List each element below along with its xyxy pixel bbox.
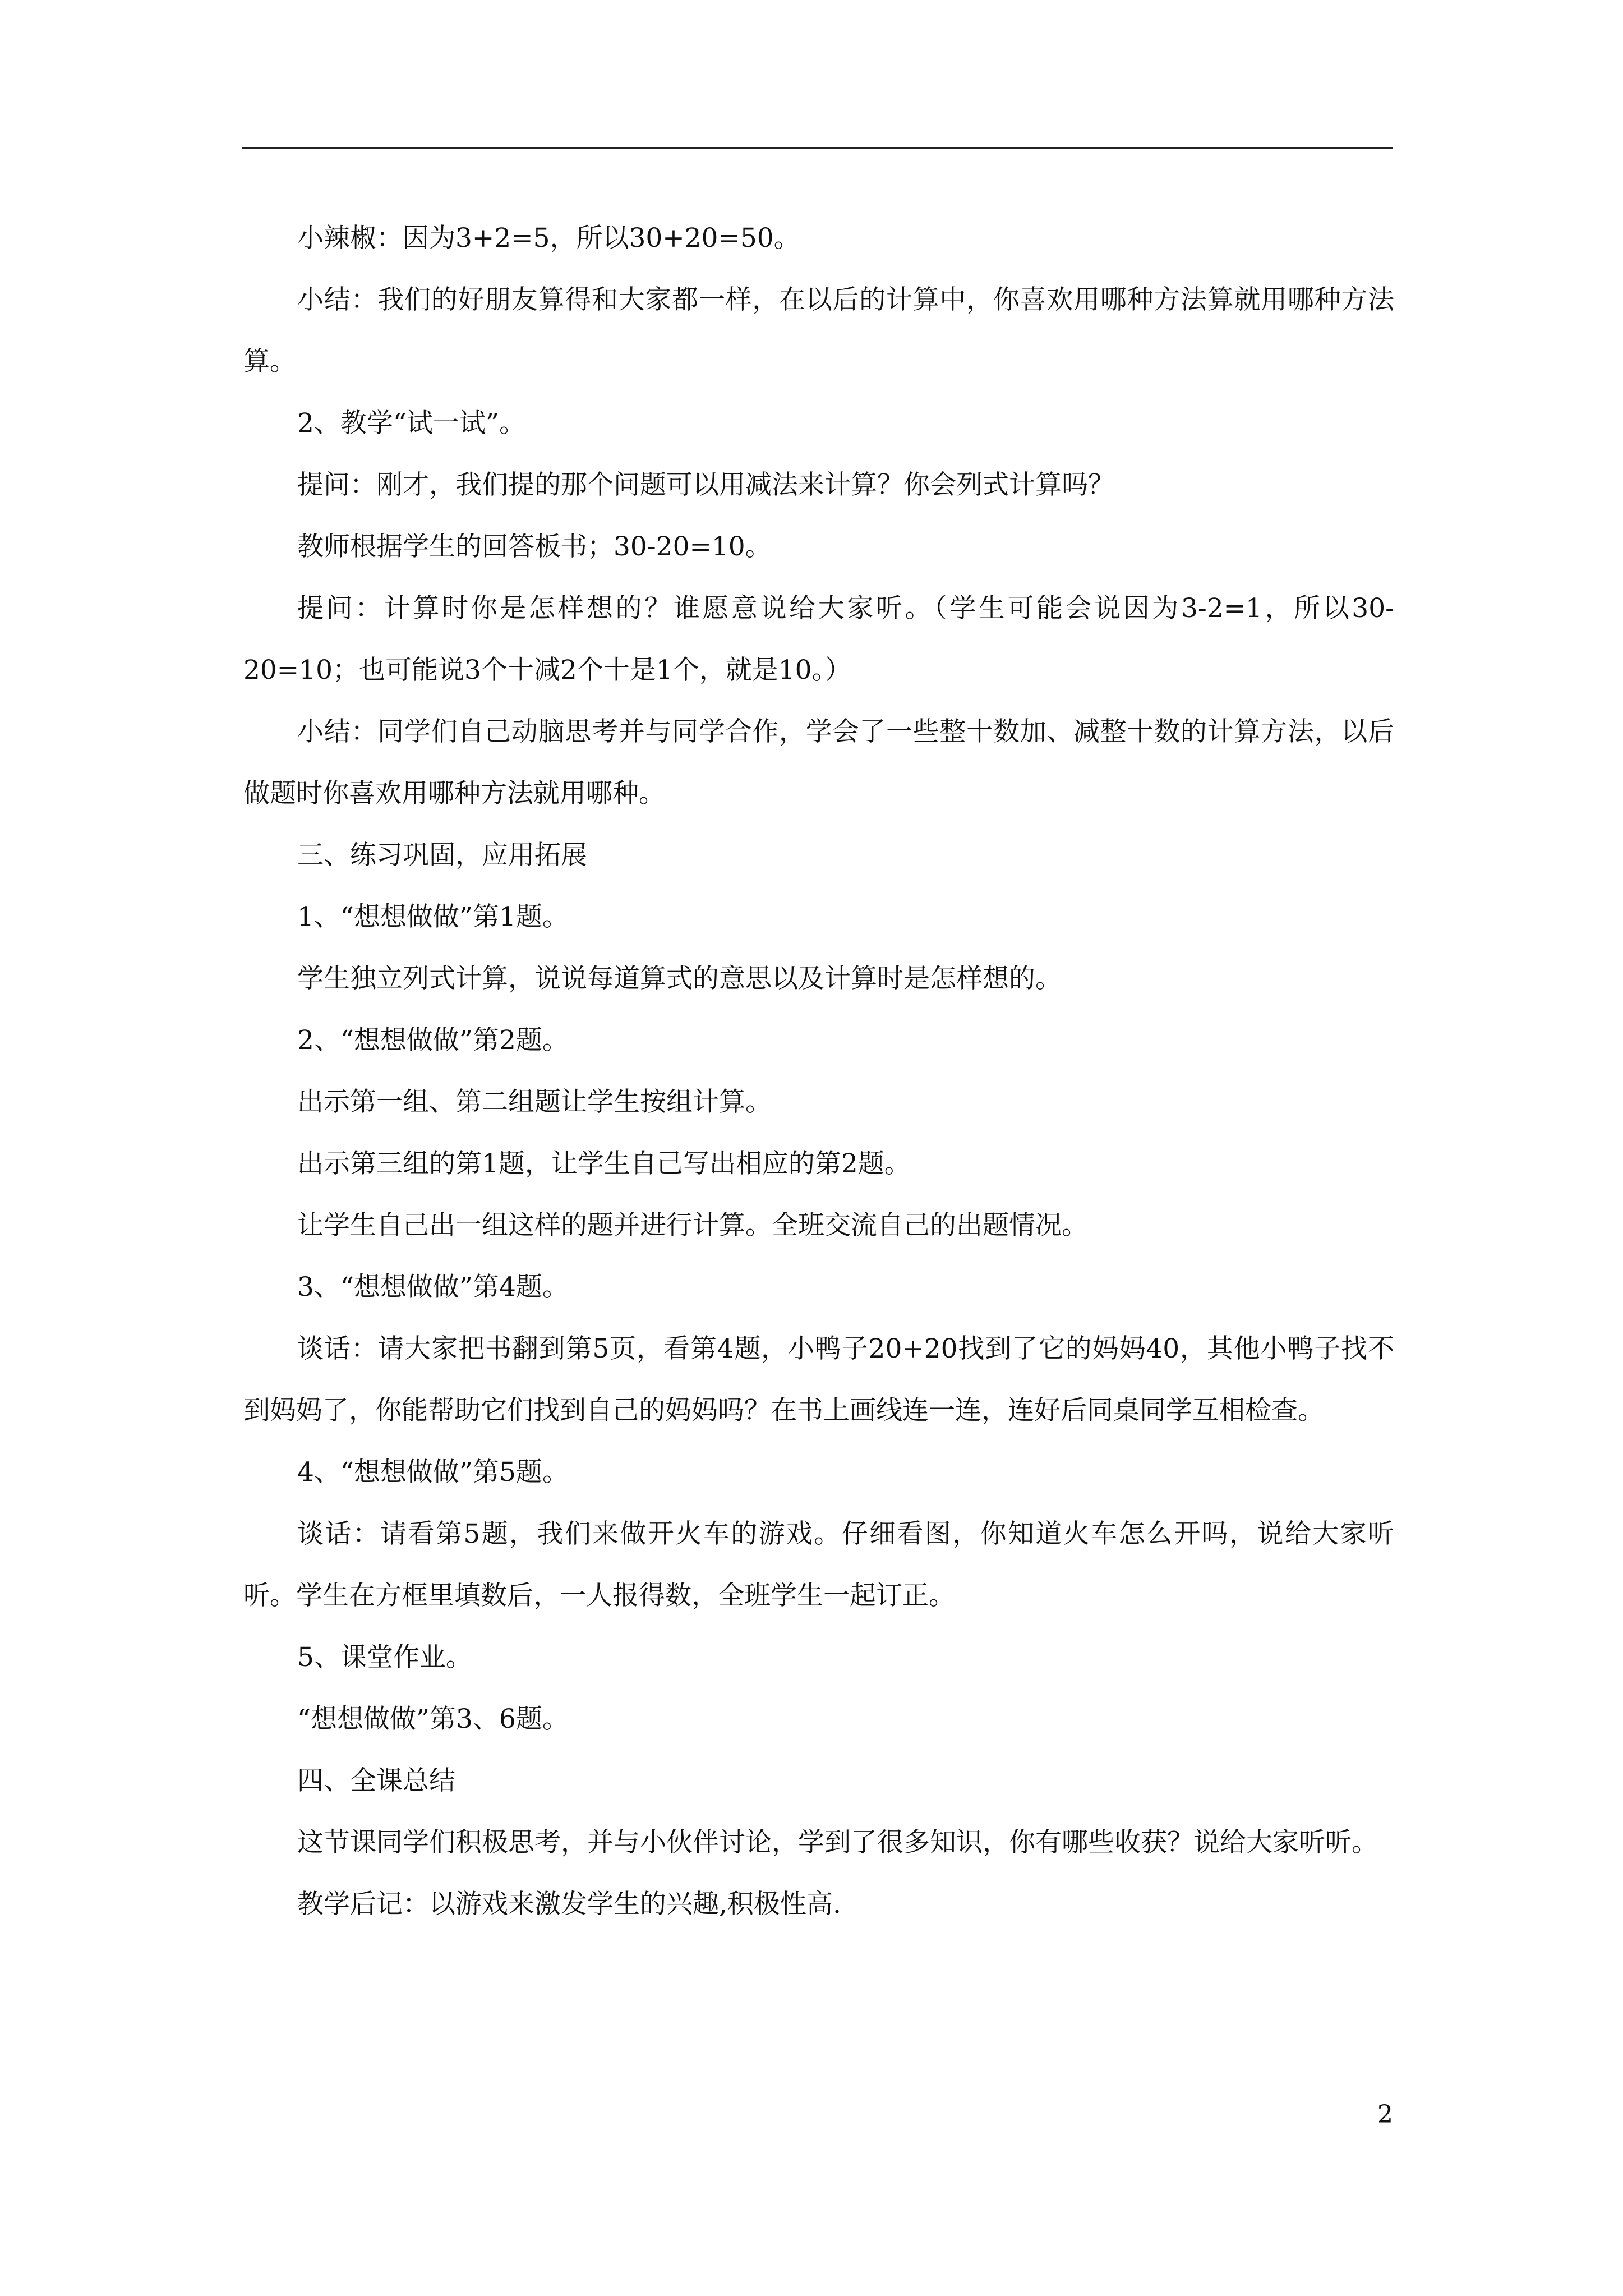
paragraph: 小结：同学们自己动脑思考并与同学合作，学会了一些整十数加、减整十数的计算方法，以后做题时你喜欢用哪种方法就用哪种。 <box>243 716 1394 809</box>
paragraph: 提问：刚才，我们提的那个问题可以用减法来计算？你会列式计算吗？ <box>297 470 1114 500</box>
paragraph: 谈话：请大家把书翻到第5页，看第4题，小鸭子20+20找到了它的妈妈40，其他小鸭子找不到妈妈了，你能帮助它们找到自己的妈妈吗？在书上画线连一连，连好后同桌同学互相检查。 <box>243 1333 1394 1426</box>
paragraph: 谈话：请看第5题，我们来做开火车的游戏。仔细看图，你知道火车怎么开吗，说给大家听听。学生在方框里填数后，一人报得数，全班学生一起订正。 <box>243 1519 1394 1611</box>
section-heading: 四、全课总结 <box>297 1765 455 1796</box>
paragraph: 小辣椒：因为3+2=5，所以30+20=50。 <box>297 223 800 254</box>
paragraph: 3、“想想做做”第4题。 <box>297 1272 569 1303</box>
section-heading: 三、练习巩固，应用拓展 <box>297 840 587 871</box>
header-rule <box>242 147 1393 149</box>
paragraph: 出示第三组的第1题，让学生自己写出相应的第2题。 <box>297 1148 911 1179</box>
paragraph: 2、教学“试一试”。 <box>297 408 525 439</box>
paragraph: 5、课堂作业。 <box>297 1642 472 1673</box>
page-number: 2 <box>1377 2100 1393 2129</box>
paragraph: 学生独立列式计算，说说每道算式的意思以及计算时是怎样想的。 <box>297 963 1062 994</box>
paragraph: 提问：计算时你是怎样想的？谁愿意说给大家听。（学生可能会说因为3-2=1，所以30-20=10；也可能说3个十减2个十是1个，就是10。） <box>243 593 1394 685</box>
paragraph: 1、“想想做做”第1题。 <box>297 901 569 932</box>
paragraph: 让学生自己出一组这样的题并进行计算。全班交流自己的出题情况。 <box>297 1210 1088 1241</box>
paragraph: “想想做做”第3、6题。 <box>297 1704 569 1734</box>
paragraph: 教学后记：以游戏来激发学生的兴趣,积极性高. <box>297 1889 841 1920</box>
paragraph: 出示第一组、第二组题让学生按组计算。 <box>297 1087 772 1117</box>
paragraph: 2、“想想做做”第2题。 <box>297 1025 569 1056</box>
paragraph: 教师根据学生的回答板书；30-20=10。 <box>297 531 772 562</box>
document-body <box>243 208 1394 1935</box>
paragraph: 小结：我们的好朋友算得和大家都一样，在以后的计算中，你喜欢用哪种方法算就用哪种方法算。 <box>243 284 1394 377</box>
paragraph: 这节课同学们积极思考，并与小伙伴讨论，学到了很多知识，你有哪些收获？说给大家听听。 <box>297 1827 1378 1858</box>
paragraph: 4、“想想做做”第5题。 <box>297 1457 569 1488</box>
